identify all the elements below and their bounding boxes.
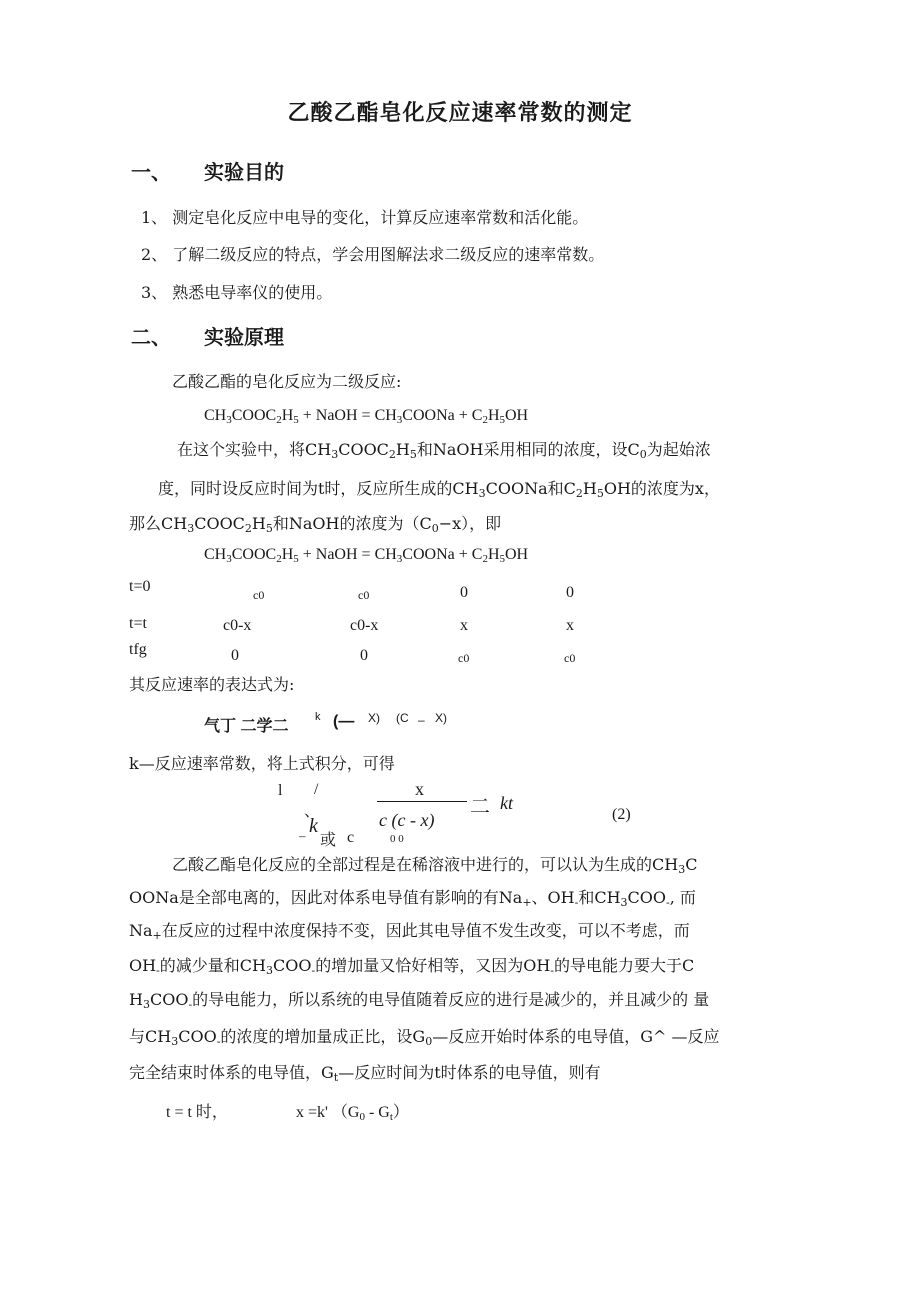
row-0-c3: 0: [460, 584, 468, 601]
objective-1: 1、 测定皂化反应中电导的变化，计算反应速率常数和活化能。: [141, 208, 589, 227]
int-eq-l: l: [278, 782, 283, 799]
rate-eq-x1: X): [368, 711, 380, 725]
row-1-label: t=t: [129, 615, 147, 632]
rate-eq-k: k: [315, 711, 321, 723]
row-2-c2: 0: [360, 647, 368, 664]
row-0-c4: 0: [566, 584, 574, 601]
k-description: k—反应速率常数，将上式积分，可得: [129, 754, 395, 773]
section-2-title: 实验原理: [204, 325, 284, 349]
section-1-number: 一、: [131, 160, 171, 184]
section-2-number: 二、: [131, 325, 171, 349]
row-2-c1: 0: [231, 647, 239, 664]
objective-3: 3、 熟悉电导率仪的使用。: [141, 283, 333, 302]
explanation-line-1: 乙酸乙酯皂化反应的全部过程是在稀溶液中进行的，可以认为生成的$CH_3C$: [172, 855, 698, 876]
row-2-c3: c0: [458, 651, 470, 665]
reaction-equation-1: $CH_3COOC_2H_5$ + NaOH = $CH_3COONa + C_2H_5OH$: [204, 407, 529, 426]
explanation-line-5: $H_3COO_-$的导电能力，所以系统的电导值随着反应的进行是减少的，并且减少的 量: [129, 990, 710, 1011]
reaction-note-line-1: 在这个实验中，将$CH_3COOC_2H_5$和NaOH采用相同的浓度，设$C_0$为起始浓: [177, 440, 711, 461]
rate-eq-paren1: (—: [333, 713, 355, 730]
int-eq-c: c: [347, 829, 355, 846]
int-eq-numerator: x: [415, 779, 424, 799]
row-2-label: tfg: [129, 641, 147, 658]
reaction-note-line-2: 度，同时设反应时间为t时，反应所生成的$CH_3COONa$和$C_2H_5OH$的浓度为x，: [158, 479, 720, 500]
explanation-line-2: OONa是全部电离的，因此对体系电导值有影响的有$Na_+$、$OH_-$和$CH_3COO_-$, 而: [129, 888, 696, 909]
reaction-note-line-3: 那么$CH_3COOC_2H_5$和NaOH的浓度为$(C_0-x)$，即: [129, 514, 502, 535]
explanation-line-4: $OH_-$的减少量和$CH_3COO_-$的增加量又恰好相等，又因为$OH_-$的导电能力要大于C: [129, 956, 695, 977]
reaction-equation-2: $CH_3COOC_2H_5$ + NaOH = $CH_3COONa + C_2H_5OH$: [204, 546, 529, 565]
final-eq-left: t = t 时，: [166, 1104, 228, 1121]
row-1-c1: c0-x: [223, 617, 252, 634]
rate-eq-paren2: (C: [396, 711, 409, 725]
rate-intro: 其反应速率的表达式为:: [129, 675, 295, 694]
int-eq-or: 或: [320, 830, 337, 849]
int-eq-k: k: [309, 815, 318, 837]
fraction-bar: [377, 801, 467, 802]
rate-eq-x2: X): [435, 711, 447, 725]
int-eq-equals: 二: [470, 796, 490, 818]
int-eq-denominator: c (c - x): [379, 810, 435, 830]
principle-intro: 乙酸乙酯的皂化反应为二级反应:: [172, 372, 402, 391]
int-eq-slash: /: [314, 781, 319, 798]
row-0-c1: c0: [253, 588, 265, 602]
objective-2: 2、 了解二级反应的特点，学会用图解法求二级反应的速率常数。: [141, 245, 605, 264]
rate-eq-dash: –: [418, 713, 425, 727]
row-0-c2: c0: [358, 588, 370, 602]
rate-eq-garbled: 气丁 二学二: [204, 718, 289, 735]
int-eq-tick: 、: [304, 801, 321, 820]
row-1-c2: c0-x: [350, 617, 379, 634]
row-0-label: t=0: [129, 578, 151, 595]
row-1-c4: x: [566, 617, 574, 634]
explanation-line-6: 与$CH_3COO_-$的浓度的增加量成正比，设$G_0—$反应开始时体系的电导值，G^ —反应: [129, 1027, 720, 1048]
explanation-line-7: 完全结束时体系的电导值，$G_t—$反应时间为t时体系的电导值，则有: [129, 1063, 601, 1084]
equation-number: (2): [612, 806, 631, 823]
explanation-line-3: $Na_+$在反应的过程中浓度保持不变，因此其电导值不发生改变，可以不考虑，而: [129, 921, 690, 942]
page-title: 乙酸乙酯皂化反应速率常数的测定: [287, 101, 633, 126]
int-eq-kt: kt: [500, 793, 513, 813]
int-eq-subscripts: 0 0: [390, 833, 404, 845]
row-1-c3: x: [460, 617, 468, 634]
section-1-title: 实验目的: [204, 160, 284, 184]
int-eq-minus: –: [299, 828, 306, 843]
final-eq-right: x =k' $(G_0 - G_t)$: [296, 1104, 409, 1123]
row-2-c4: c0: [564, 651, 576, 665]
